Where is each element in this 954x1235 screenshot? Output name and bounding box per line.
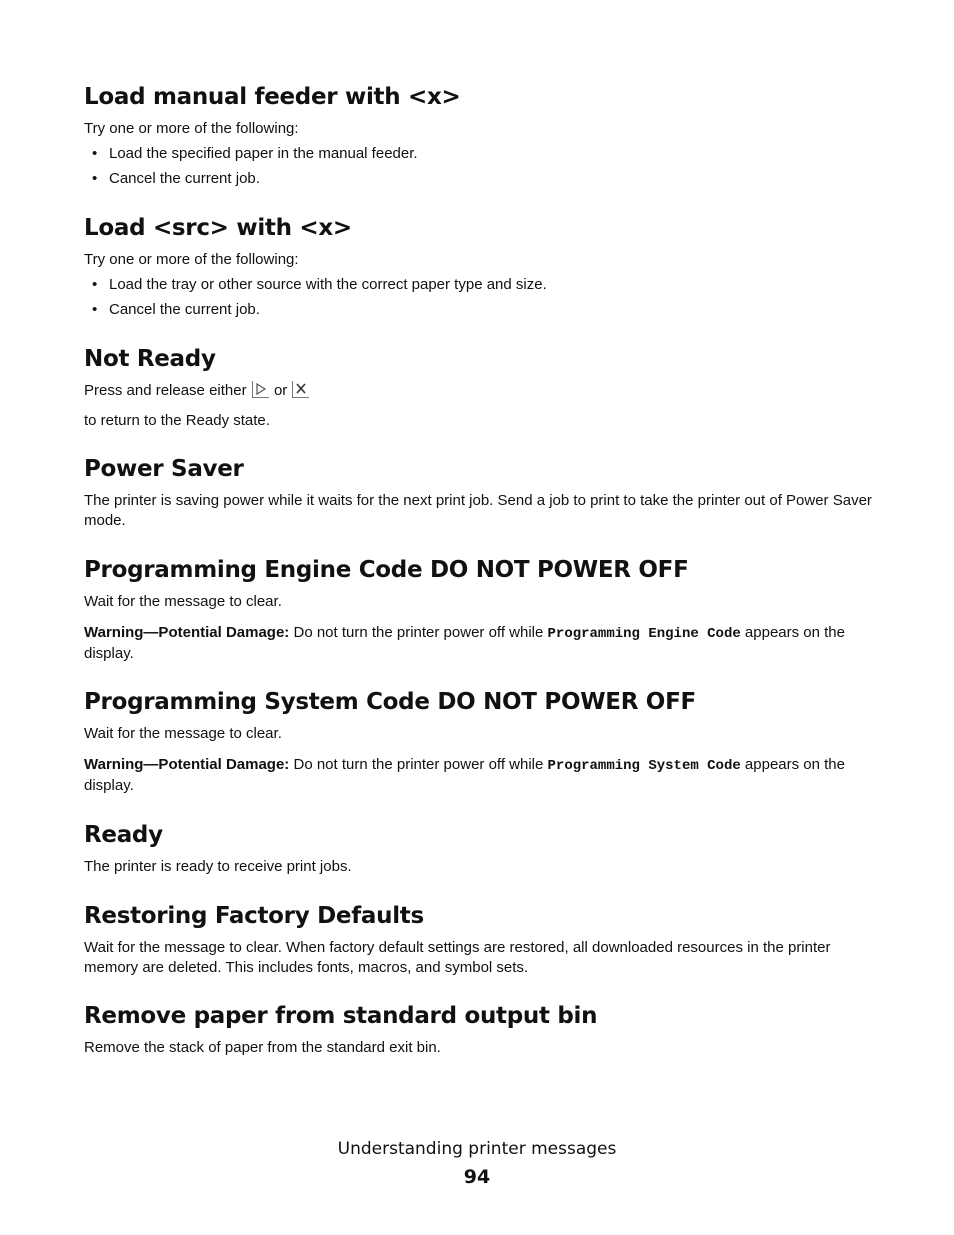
list-item: • Cancel the current job. — [84, 300, 874, 320]
body-text: The printer is saving power while it waits for the next print job. Send a job to print to take the printer out of Power Saver mode. — [84, 492, 872, 529]
footer-chapter-title: Understanding printer messages — [337, 1139, 617, 1159]
section-programming-system-code — [84, 688, 874, 796]
section-heading: Programming Engine Code DO NOT POWER OFF — [84, 557, 689, 583]
warning-text: Do not turn the printer power off while — [289, 624, 548, 641]
warning-text-end: appears on the display. — [84, 624, 845, 662]
bullet-list — [84, 275, 874, 320]
display-message-code: Programming System Code — [547, 758, 741, 774]
section-load-src — [84, 214, 874, 325]
section-remove-paper — [84, 1002, 874, 1058]
instruction-continued: to return to the Ready state. — [84, 412, 270, 429]
body-text: Wait for the message to clear. When factory default settings are restored, all downloaded resources in the printer memory are deleted. This includes fonts, macros, and symbol sets. — [84, 939, 831, 976]
body-text: Wait for the message to clear. — [84, 593, 282, 610]
section-heading: Remove paper from standard output bin — [84, 1003, 598, 1029]
instruction-line — [84, 381, 874, 401]
section-programming-engine-code — [84, 556, 874, 664]
section-power-saver — [84, 455, 874, 531]
section-heading: Restoring Factory Defaults — [84, 903, 424, 929]
body-text: Wait for the message to clear. — [84, 725, 282, 742]
section-heading: Load manual feeder with <x> — [84, 84, 461, 110]
intro-text: Try one or more of the following: — [84, 120, 299, 137]
intro-text: Try one or more of the following: — [84, 251, 299, 268]
section-heading: Programming System Code DO NOT POWER OFF — [84, 689, 696, 715]
warning-label: Warning—Potential Damage: — [84, 624, 290, 641]
body-text: Remove the stack of paper from the standard exit bin. — [84, 1039, 441, 1056]
bullet-list — [84, 144, 874, 189]
section-not-ready — [84, 345, 874, 431]
or-text: or — [273, 382, 288, 399]
warning-label: Warning—Potential Damage: — [84, 756, 290, 773]
list-item: • Load the tray or other source with the correct paper type and size. — [84, 275, 874, 295]
go-button-icon — [252, 381, 269, 398]
section-heading: Power Saver — [84, 456, 244, 482]
instruction-text: Press and release either — [84, 382, 247, 399]
section-ready — [84, 821, 874, 877]
section-restoring-factory-defaults — [84, 902, 874, 978]
page-number: 94 — [463, 1166, 491, 1188]
list-item: • Cancel the current job. — [84, 169, 874, 189]
warning-text-end: appears on the display. — [84, 756, 845, 794]
section-heading: Load <src> with <x> — [84, 215, 352, 241]
body-text: The printer is ready to receive print jobs. — [84, 858, 352, 875]
section-load-manual-feeder — [84, 83, 874, 194]
warning-note — [84, 755, 874, 796]
warning-note — [84, 623, 874, 664]
section-heading: Ready — [84, 822, 163, 848]
warning-text: Do not turn the printer power off while — [289, 756, 548, 773]
section-heading: Not Ready — [84, 346, 216, 372]
stop-button-icon — [292, 381, 309, 398]
list-item: • Load the specified paper in the manual feeder. — [84, 144, 874, 164]
display-message-code: Programming Engine Code — [547, 626, 741, 642]
